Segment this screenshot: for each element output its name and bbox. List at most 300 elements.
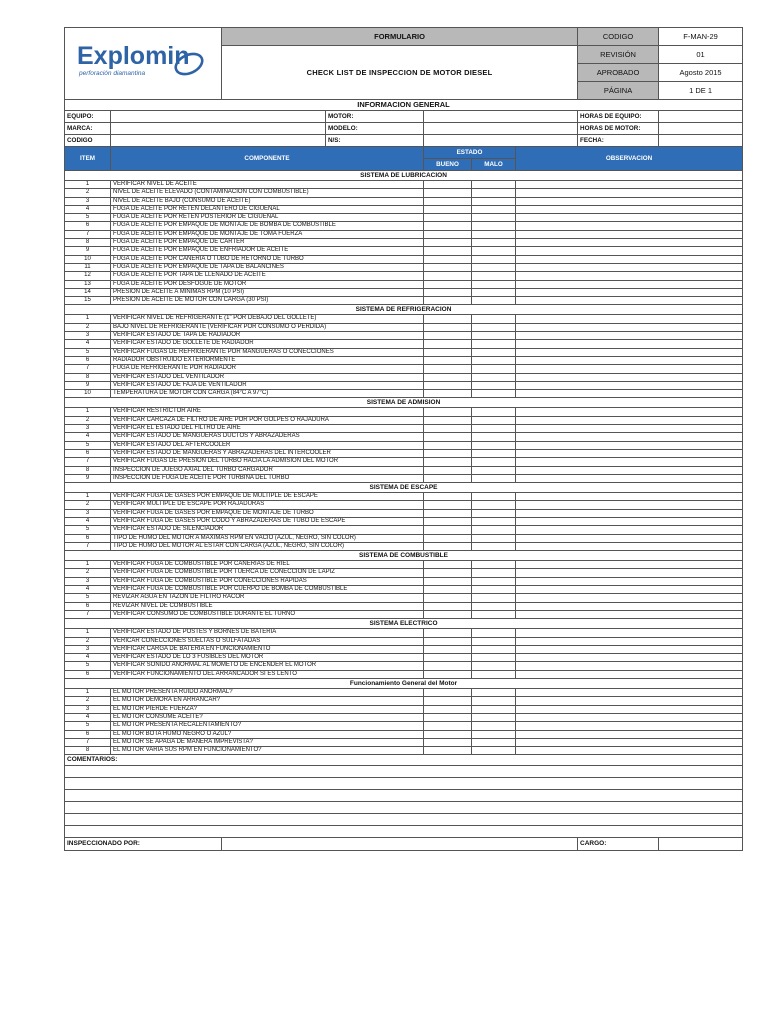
check-malo[interactable]	[472, 705, 516, 713]
observation-field[interactable]	[516, 197, 743, 205]
table-row	[65, 408, 743, 416]
check-malo[interactable]	[472, 722, 516, 730]
item-component: FUGA DE ACEITE POR EMPAQUE DE MONTAJE DE TOMA FUERZA	[111, 230, 424, 238]
observation-field[interactable]	[516, 348, 743, 356]
item-number: 4	[65, 433, 111, 441]
item-component: VERIFICAR ESTADO DE FAJA DE VENTILADOR	[111, 381, 424, 389]
check-malo[interactable]	[472, 526, 516, 534]
info-input[interactable]	[659, 135, 743, 147]
info-input[interactable]	[424, 111, 578, 123]
item-number: 1	[65, 629, 111, 637]
meta-label-aprobado: APROBADO	[578, 64, 659, 82]
check-malo[interactable]	[472, 534, 516, 542]
table-row	[65, 610, 743, 618]
item-number: 3	[65, 425, 111, 433]
logo	[65, 28, 222, 100]
info-input[interactable]	[111, 111, 326, 123]
observation-field[interactable]	[516, 263, 743, 271]
observation-field[interactable]	[516, 356, 743, 364]
check-bueno[interactable]	[424, 697, 472, 705]
check-malo[interactable]	[472, 181, 516, 189]
meta-value-aprobado: Agosto 2015	[659, 64, 743, 82]
check-bueno[interactable]	[424, 594, 472, 602]
check-bueno[interactable]	[424, 738, 472, 746]
item-component: VERIFICAR ESTADO DE LO 3 FUSIBLES DEL MOTOR	[111, 654, 424, 662]
observation-field[interactable]	[516, 670, 743, 678]
check-malo[interactable]	[472, 689, 516, 697]
observation-field[interactable]	[516, 230, 743, 238]
check-malo[interactable]	[472, 629, 516, 637]
comment-input[interactable]	[65, 802, 743, 814]
column-header-row	[65, 147, 743, 159]
check-malo[interactable]	[472, 373, 516, 381]
item-component: RADIADOR OBSTRUIDO EXTERIORMENTE	[111, 356, 424, 364]
table-row	[65, 356, 743, 364]
observation-field[interactable]	[516, 577, 743, 585]
check-malo[interactable]	[472, 390, 516, 398]
item-component: VERIFICAR SONIDO ANORMAL AL MOMETO DE ENCENDER EL MOTOR	[111, 662, 424, 670]
observation-field[interactable]	[516, 189, 743, 197]
item-component: EL MOTOR CONSUME ACEITE?	[111, 713, 424, 721]
check-bueno[interactable]	[424, 365, 472, 373]
check-malo[interactable]	[472, 441, 516, 449]
table-row	[65, 542, 743, 550]
table-row	[65, 569, 743, 577]
info-input[interactable]	[659, 123, 743, 135]
check-malo[interactable]	[472, 561, 516, 569]
section-title: Funcionamiento General del Motor	[65, 679, 743, 689]
check-malo[interactable]	[472, 569, 516, 577]
comment-input[interactable]	[65, 766, 743, 778]
meta-label-codigo: CODIGO	[578, 28, 659, 46]
check-bueno[interactable]	[424, 670, 472, 678]
observation-field[interactable]	[516, 247, 743, 255]
check-malo[interactable]	[472, 542, 516, 550]
observation-field[interactable]	[516, 713, 743, 721]
section-row	[65, 305, 743, 315]
observation-field[interactable]	[516, 509, 743, 517]
check-bueno[interactable]	[424, 272, 472, 280]
table-row	[65, 280, 743, 288]
check-bueno[interactable]	[424, 239, 472, 247]
item-number: 1	[65, 181, 111, 189]
observation-field[interactable]	[516, 458, 743, 466]
observation-field[interactable]	[516, 323, 743, 331]
info-input[interactable]	[424, 123, 578, 135]
check-bueno[interactable]	[424, 689, 472, 697]
observation-field[interactable]	[516, 561, 743, 569]
check-bueno[interactable]	[424, 214, 472, 222]
item-number: 6	[65, 730, 111, 738]
section-title: SISTEMA ELECTRICO	[65, 619, 743, 629]
check-bueno[interactable]	[424, 722, 472, 730]
info-input[interactable]	[111, 135, 326, 147]
check-bueno[interactable]	[424, 340, 472, 348]
check-bueno[interactable]	[424, 569, 472, 577]
check-bueno[interactable]	[424, 586, 472, 594]
table-row	[65, 247, 743, 255]
item-number: 1	[65, 493, 111, 501]
check-malo[interactable]	[472, 474, 516, 482]
observation-field[interactable]	[516, 205, 743, 213]
table-row	[65, 441, 743, 449]
check-malo[interactable]	[472, 610, 516, 618]
item-number: 9	[65, 381, 111, 389]
observation-field[interactable]	[516, 747, 743, 755]
observation-field[interactable]	[516, 332, 743, 340]
check-bueno[interactable]	[424, 288, 472, 296]
item-component: VERIFICAR FUNCIONAMIENTO DEL ARRANCADOR SI ES LENTO	[111, 670, 424, 678]
check-bueno[interactable]	[424, 517, 472, 525]
observation-field[interactable]	[516, 255, 743, 263]
table-row	[65, 586, 743, 594]
table-row	[65, 458, 743, 466]
check-malo[interactable]	[472, 239, 516, 247]
check-malo[interactable]	[472, 662, 516, 670]
check-bueno[interactable]	[424, 577, 472, 585]
check-bueno[interactable]	[424, 197, 472, 205]
check-malo[interactable]	[472, 602, 516, 610]
observation-field[interactable]	[516, 730, 743, 738]
check-bueno[interactable]	[424, 280, 472, 288]
item-component: VERIFICAR ESTADO DE MANGUERAS Y ABRAZADERAS DEL INTERCOOLER	[111, 449, 424, 457]
meta-value-codigo: F-MAN-29	[659, 28, 743, 46]
item-number: 11	[65, 263, 111, 271]
observation-field[interactable]	[516, 662, 743, 670]
check-malo[interactable]	[472, 381, 516, 389]
check-bueno[interactable]	[424, 501, 472, 509]
item-number: 8	[65, 239, 111, 247]
check-malo[interactable]	[472, 222, 516, 230]
check-malo[interactable]	[472, 280, 516, 288]
check-bueno[interactable]	[424, 189, 472, 197]
column-header-malo: MALO	[472, 159, 516, 171]
item-component: VERIFICAR NIVEL DE ACEITE	[111, 181, 424, 189]
check-bueno[interactable]	[424, 255, 472, 263]
observation-field[interactable]	[516, 738, 743, 746]
section-row	[65, 619, 743, 629]
check-bueno[interactable]	[424, 373, 472, 381]
check-bueno[interactable]	[424, 263, 472, 271]
observation-field[interactable]	[516, 466, 743, 474]
item-number: 10	[65, 255, 111, 263]
check-malo[interactable]	[472, 205, 516, 213]
item-number: 4	[65, 517, 111, 525]
check-bueno[interactable]	[424, 222, 472, 230]
check-malo[interactable]	[472, 466, 516, 474]
item-number: 2	[65, 637, 111, 645]
observation-field[interactable]	[516, 315, 743, 323]
observation-field[interactable]	[516, 340, 743, 348]
check-malo[interactable]	[472, 356, 516, 364]
item-component: VERICAR CONECCIONES SUELTAS O SULFATADAS	[111, 637, 424, 645]
check-bueno[interactable]	[424, 181, 472, 189]
column-header-componente: COMPONENTE	[111, 147, 424, 171]
info-input[interactable]	[111, 123, 326, 135]
item-component: TEMPERATURA DE MOTOR CON CARGA (84°C A 97°C)	[111, 390, 424, 398]
table-row	[65, 214, 743, 222]
section-row	[65, 679, 743, 689]
item-number: 2	[65, 416, 111, 424]
item-number: 8	[65, 373, 111, 381]
observation-field[interactable]	[516, 610, 743, 618]
check-bueno[interactable]	[424, 713, 472, 721]
item-number: 9	[65, 474, 111, 482]
observation-field[interactable]	[516, 645, 743, 653]
table-row	[65, 474, 743, 482]
check-bueno[interactable]	[424, 315, 472, 323]
check-malo[interactable]	[472, 449, 516, 457]
item-number: 5	[65, 722, 111, 730]
item-component: TIPO DE HUMO DEL MOTOR A MAXIMAS RPM EN VACIO (AZUL, NEGRO, SIN COLOR)	[111, 534, 424, 542]
check-malo[interactable]	[472, 493, 516, 501]
check-bueno[interactable]	[424, 458, 472, 466]
check-bueno[interactable]	[424, 493, 472, 501]
check-malo[interactable]	[472, 738, 516, 746]
observation-field[interactable]	[516, 569, 743, 577]
info-label: EQUIPO:	[65, 111, 111, 123]
item-number: 3	[65, 332, 111, 340]
check-bueno[interactable]	[424, 629, 472, 637]
check-bueno[interactable]	[424, 425, 472, 433]
observation-field[interactable]	[516, 493, 743, 501]
observation-field[interactable]	[516, 222, 743, 230]
table-row	[65, 466, 743, 474]
check-malo[interactable]	[472, 730, 516, 738]
check-malo[interactable]	[472, 713, 516, 721]
info-label: N/S:	[326, 135, 424, 147]
table-row	[65, 637, 743, 645]
observation-field[interactable]	[516, 297, 743, 305]
check-bueno[interactable]	[424, 381, 472, 389]
check-bueno[interactable]	[424, 747, 472, 755]
item-component: BAJO NIVEL DE REFRIGERANTE (VERIFICAR POR CONSUMO O PERDIDA)	[111, 323, 424, 331]
observation-field[interactable]	[516, 433, 743, 441]
check-bueno[interactable]	[424, 561, 472, 569]
check-bueno[interactable]	[424, 433, 472, 441]
check-bueno[interactable]	[424, 526, 472, 534]
observation-field[interactable]	[516, 408, 743, 416]
item-component: EL MOTOR DEMORA EN ARRANCAR?	[111, 697, 424, 705]
info-input[interactable]	[424, 135, 578, 147]
item-number: 6	[65, 602, 111, 610]
table-row	[65, 297, 743, 305]
comment-input[interactable]	[65, 814, 743, 826]
check-malo[interactable]	[472, 365, 516, 373]
check-bueno[interactable]	[424, 416, 472, 424]
check-malo[interactable]	[472, 594, 516, 602]
observation-field[interactable]	[516, 637, 743, 645]
observation-field[interactable]	[516, 390, 743, 398]
check-bueno[interactable]	[424, 408, 472, 416]
check-malo[interactable]	[472, 517, 516, 525]
check-malo[interactable]	[472, 586, 516, 594]
item-component: EL MOTOR PIERDE FUERZA?	[111, 705, 424, 713]
observation-field[interactable]	[516, 586, 743, 594]
observation-field[interactable]	[516, 181, 743, 189]
item-component: FUGA DE ACEITE POR EMPAQUE DE TAPA DE BALANCINES	[111, 263, 424, 271]
check-malo[interactable]	[472, 637, 516, 645]
check-bueno[interactable]	[424, 247, 472, 255]
observation-field[interactable]	[516, 629, 743, 637]
check-bueno[interactable]	[424, 610, 472, 618]
check-malo[interactable]	[472, 577, 516, 585]
check-malo[interactable]	[472, 197, 516, 205]
observation-field[interactable]	[516, 381, 743, 389]
check-bueno[interactable]	[424, 730, 472, 738]
observation-field[interactable]	[516, 425, 743, 433]
check-bueno[interactable]	[424, 348, 472, 356]
column-header-item: ITEM	[65, 147, 111, 171]
check-malo[interactable]	[472, 340, 516, 348]
item-component: PRESION DE ACEITE A MINIMAS RPM (10 PSI)	[111, 288, 424, 296]
observation-field[interactable]	[516, 542, 743, 550]
observation-field[interactable]	[516, 697, 743, 705]
check-malo[interactable]	[472, 425, 516, 433]
check-malo[interactable]	[472, 230, 516, 238]
check-malo[interactable]	[472, 297, 516, 305]
item-number: 3	[65, 705, 111, 713]
table-row	[65, 390, 743, 398]
observation-field[interactable]	[516, 534, 743, 542]
observation-field[interactable]	[516, 474, 743, 482]
check-malo[interactable]	[472, 323, 516, 331]
observation-field[interactable]	[516, 501, 743, 509]
check-bueno[interactable]	[424, 474, 472, 482]
info-input[interactable]	[659, 111, 743, 123]
item-component: VERIFICAR ESTADO DE TAPA DE RADIADOR	[111, 332, 424, 340]
check-bueno[interactable]	[424, 390, 472, 398]
explomin-logo-icon	[73, 34, 213, 88]
check-bueno[interactable]	[424, 534, 472, 542]
comment-line	[65, 802, 743, 814]
observation-field[interactable]	[516, 239, 743, 247]
table-row	[65, 365, 743, 373]
check-malo[interactable]	[472, 408, 516, 416]
check-malo[interactable]	[472, 458, 516, 466]
check-bueno[interactable]	[424, 449, 472, 457]
table-row	[65, 332, 743, 340]
item-number: 14	[65, 288, 111, 296]
info-label: CODIGO	[65, 135, 111, 147]
observation-field[interactable]	[516, 517, 743, 525]
section-row	[65, 398, 743, 408]
observation-field[interactable]	[516, 594, 743, 602]
item-number: 6	[65, 670, 111, 678]
item-component: VERIFICAR EL ESTADO DEL FILTRO DE AIRE	[111, 425, 424, 433]
check-malo[interactable]	[472, 747, 516, 755]
check-malo[interactable]	[472, 697, 516, 705]
item-component: VERIFICAR FUGAS DE PRESION DEL TURBO HACIA LA ADMISION DEL MOTOR	[111, 458, 424, 466]
check-bueno[interactable]	[424, 637, 472, 645]
check-malo[interactable]	[472, 501, 516, 509]
observation-field[interactable]	[516, 288, 743, 296]
check-bueno[interactable]	[424, 509, 472, 517]
check-bueno[interactable]	[424, 356, 472, 364]
cargo-input[interactable]	[659, 838, 743, 851]
check-bueno[interactable]	[424, 705, 472, 713]
item-component: VERIFICAR RESTRICTOR AIRE	[111, 408, 424, 416]
comments-label: COMENTARIOS:	[65, 755, 743, 766]
item-component: VERIFICAR FUGA DE COMBUSTIBLE POR CAÑERIAS DE RIEL	[111, 561, 424, 569]
table-row	[65, 205, 743, 213]
check-malo[interactable]	[472, 272, 516, 280]
comment-input[interactable]	[65, 790, 743, 802]
cargo-label: CARGO:	[578, 838, 659, 851]
info-row	[65, 111, 743, 123]
item-number: 7	[65, 365, 111, 373]
check-bueno[interactable]	[424, 332, 472, 340]
check-bueno[interactable]	[424, 323, 472, 331]
observation-field[interactable]	[516, 214, 743, 222]
item-component: FUGA DE ACEITE POR EMPAQUE DE CARTER	[111, 239, 424, 247]
check-malo[interactable]	[472, 509, 516, 517]
check-malo[interactable]	[472, 433, 516, 441]
check-bueno[interactable]	[424, 645, 472, 653]
item-number: 8	[65, 747, 111, 755]
item-number: 6	[65, 534, 111, 542]
observation-field[interactable]	[516, 441, 743, 449]
observation-field[interactable]	[516, 272, 743, 280]
check-bueno[interactable]	[424, 602, 472, 610]
observation-field[interactable]	[516, 449, 743, 457]
item-number: 4	[65, 654, 111, 662]
check-bueno[interactable]	[424, 654, 472, 662]
check-malo[interactable]	[472, 416, 516, 424]
check-malo[interactable]	[472, 214, 516, 222]
item-number: 2	[65, 697, 111, 705]
item-component: VERIFICAR FUGA DE GASES POR EMPAQUE DE MONTAJE DE TURBO	[111, 509, 424, 517]
item-number: 7	[65, 542, 111, 550]
check-malo[interactable]	[472, 645, 516, 653]
check-malo[interactable]	[472, 189, 516, 197]
check-malo[interactable]	[472, 348, 516, 356]
observation-field[interactable]	[516, 689, 743, 697]
observation-field[interactable]	[516, 280, 743, 288]
inspected-by-input[interactable]	[222, 838, 578, 851]
check-bueno[interactable]	[424, 205, 472, 213]
check-malo[interactable]	[472, 332, 516, 340]
check-bueno[interactable]	[424, 441, 472, 449]
observation-field[interactable]	[516, 365, 743, 373]
check-malo[interactable]	[472, 315, 516, 323]
observation-field[interactable]	[516, 602, 743, 610]
observation-field[interactable]	[516, 526, 743, 534]
item-number: 1	[65, 561, 111, 569]
observation-field[interactable]	[516, 722, 743, 730]
check-malo[interactable]	[472, 288, 516, 296]
observation-field[interactable]	[516, 705, 743, 713]
check-malo[interactable]	[472, 263, 516, 271]
check-malo[interactable]	[472, 247, 516, 255]
check-bueno[interactable]	[424, 230, 472, 238]
table-row	[65, 189, 743, 197]
check-bueno[interactable]	[424, 662, 472, 670]
observation-field[interactable]	[516, 654, 743, 662]
item-component: VERIFICAR FUGA DE GASES POR CODO Y ABRAZADERAS DE TUBO DE ESCAPE	[111, 517, 424, 525]
check-malo[interactable]	[472, 670, 516, 678]
check-bueno[interactable]	[424, 297, 472, 305]
check-bueno[interactable]	[424, 466, 472, 474]
comment-input[interactable]	[65, 778, 743, 790]
check-malo[interactable]	[472, 654, 516, 662]
observation-field[interactable]	[516, 416, 743, 424]
observation-field[interactable]	[516, 373, 743, 381]
item-number: 1	[65, 408, 111, 416]
check-malo[interactable]	[472, 255, 516, 263]
table-row	[65, 645, 743, 653]
check-bueno[interactable]	[424, 542, 472, 550]
